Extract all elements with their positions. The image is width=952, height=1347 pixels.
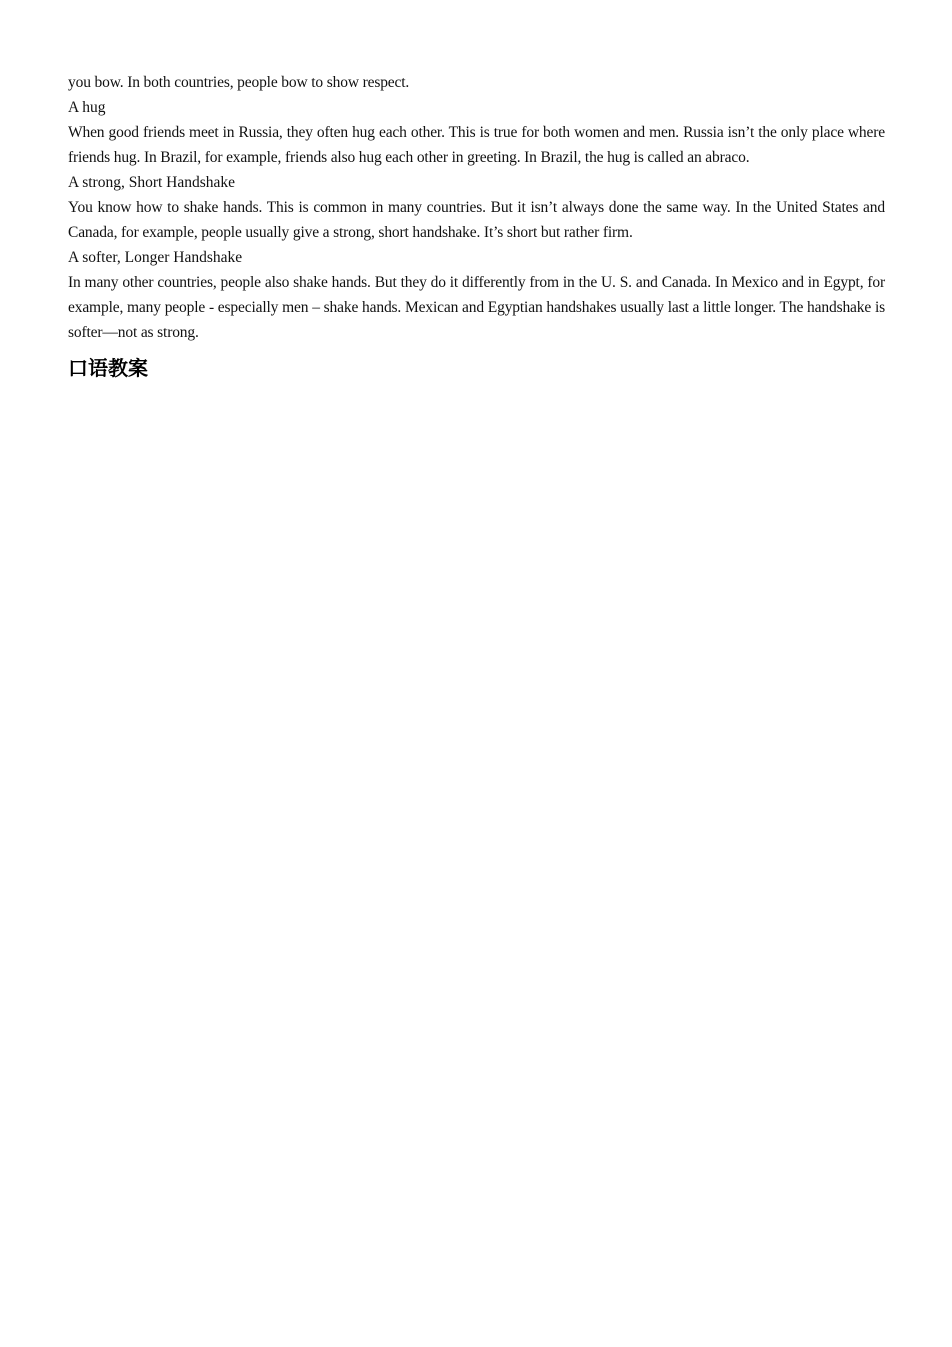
paragraph-bow-respect: you bow. In both countries, people bow to show respect.	[68, 74, 410, 91]
heading-strong-short-handshake: A strong, Short Handshake	[68, 174, 236, 191]
paragraph-hug-russia-brazil: When good friends meet in Russia, they often hug each other. This is true for both women and men. Russia isn’t the only place where friends hug. In Brazil, for example, friends also hug each other in greeting. In Brazil, the hug is called an abraco.	[68, 124, 885, 166]
document-page	[68, 70, 885, 383]
section-title: 口语教案	[68, 356, 148, 380]
paragraph-handshake-mexico-egypt: In many other countries, people also shake hands. But they do it differently from in the U. S. and Canada. In Mexico and in Egypt, for example, many people - especially men – shake hands. Mexican and Egyptian handshakes usually last a little longer. The handshake is softer—not as strong.	[68, 274, 885, 341]
heading-a-hug: A hug	[68, 99, 106, 116]
paragraph-handshake-us-canada: You know how to shake hands. This is common in many countries. But it isn’t always done the same way. In the United States and Canada, for example, people usually give a strong, short handshake. It’s short but rather firm.	[68, 199, 885, 241]
heading-softer-longer-handshake: A softer, Longer Handshake	[68, 249, 243, 266]
